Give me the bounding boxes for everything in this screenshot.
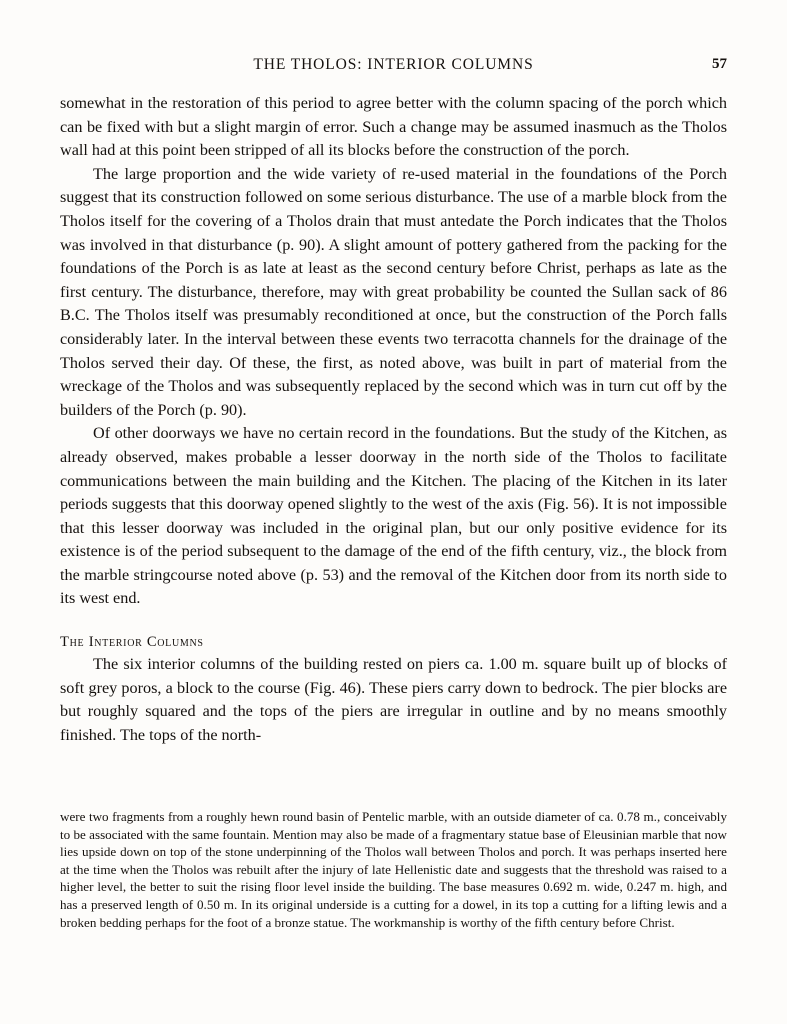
page-number: 57 <box>712 56 727 72</box>
paragraph-continued: somewhat in the restoration of this period to agree better with the column spacing of the porch which can be fixed with but a slight margin of error. Such a change may be assumed inasmuch as the Tholos wall had at this point been stripped of all its blocks before the construction of the porch. <box>60 94 727 160</box>
footnote-block <box>60 808 727 931</box>
page-header <box>60 56 727 78</box>
body-text-column <box>60 92 727 747</box>
section-heading-interior-columns: The Interior Columns <box>60 634 204 651</box>
running-title: THE THOLOS: INTERIOR COLUMNS <box>253 56 534 73</box>
paragraph-porch-foundations: The large proportion and the wide variety of re-used material in the foundations of the Porch suggest that its construction followed on some serious disturbance. The use of a marble block from the Tholos itself for the covering of a Tholos drain that must antedate the Porch indicates that the Tholos was involved in that disturbance (p. 90). A slight amount of pottery gathered from the packing for the foundations of the Porch is as late at least as the second century before Christ, perhaps as late as the first century. The disturbance, therefore, may with great probability be counted the Sullan sack of 86 B.C. The Tholos itself was presumably reconditioned at once, but the construction of the Porch falls considerably later. In the interval between these events two terracotta channels for the drainage of the Tholos served their day. Of these, the first, as noted above, was built in part of material from the wreckage of the Tholos and was subsequently replaced by the second which was in turn cut off by the builders of the Porch (p. 90). <box>60 164 727 419</box>
paragraph-interior-columns: The six interior columns of the building rested on piers ca. 1.00 m. square built up of blocks of soft grey poros, a block to the course (Fig. 46). These piers carry down to bedrock. The pier blocks are but roughly squared and the tops of the piers are irregular in outline and by no means smoothly finished. The tops of the north- <box>60 655 727 744</box>
footnote-text: were two fragments from a roughly hewn round basin of Pentelic marble, with an outside diameter of ca. 0.78 m., conceivably to be associated with the same fountain. Mention may also be made of a fragmentary statue base of Eleusinian marble that now lies upside down on top of the stone underpinning of the Tholos wall between Tholos and porch. It was perhaps inserted here at the time when the Tholos was rebuilt after the injury of late Hellenistic date and suggests that the threshold was raised to a higher level, the better to suit the rising floor level inside the building. The base measures 0.692 m. wide, 0.247 m. high, and has a preserved length of 0.50 m. In its original underside is a cutting for a dowel, in its top a cutting for a lifting lewis and a broken bedding perhaps for the foot of a bronze statue. The workmanship is worthy of the fifth century before Christ. <box>60 809 727 930</box>
paragraph-doorways: Of other doorways we have no certain record in the foundations. But the study of the Kitchen, as already observed, makes probable a lesser doorway in the north side of the Tholos to facilitate communications between the main building and the Kitchen. The placing of the Kitchen in its later periods suggests that this doorway opened slightly to the west of the axis (Fig. 56). It is not impossible that this lesser doorway was included in the original plan, but our only positive evidence for its existence is of the period subsequent to the damage of the end of the fifth century, viz., the block from the marble stringcourse noted above (p. 53) and the removal of the Kitchen door from its north side to its west end. <box>60 424 727 608</box>
